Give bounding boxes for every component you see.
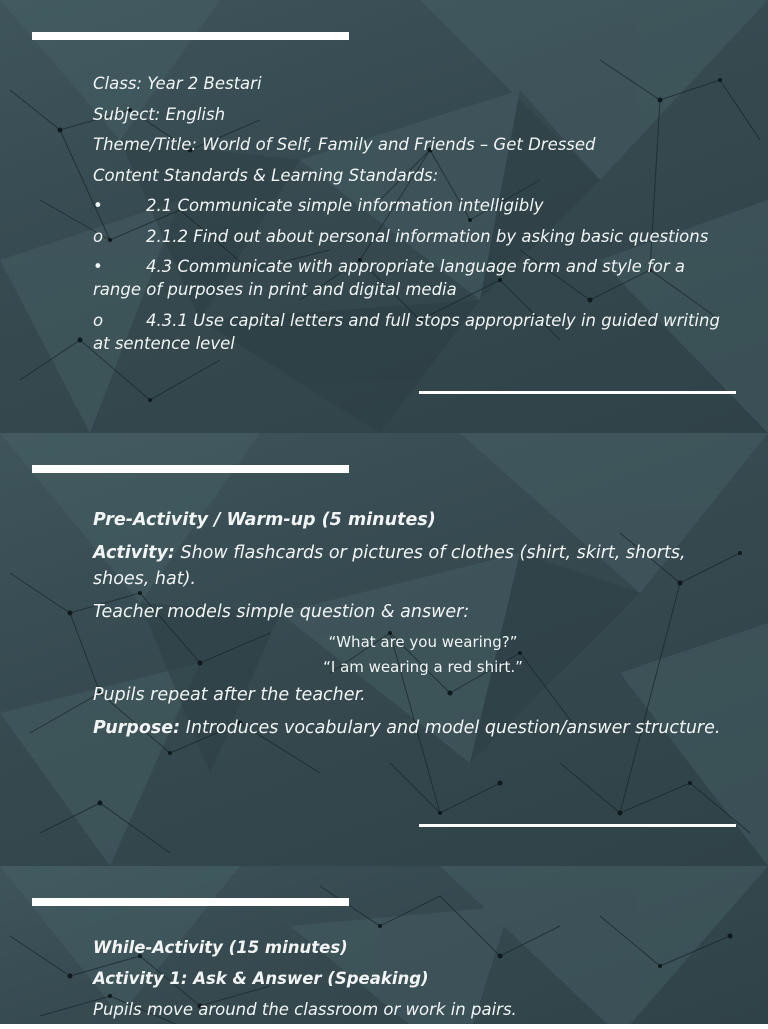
bullet-marker: o bbox=[93, 226, 104, 246]
subject-line: Subject: English bbox=[93, 104, 226, 124]
standard-item: • 2.1 Communicate simple information intelligibly bbox=[93, 196, 544, 215]
section-heading: Pre-Activity / Warm-up (5 minutes) bbox=[93, 510, 436, 530]
accent-bar-top bbox=[32, 32, 349, 40]
activity-line: Activity: Show flashcards or pictures of clothes (shirt, skirt, shorts, shoes, hat). bbox=[93, 543, 686, 589]
standards-heading: Content Standards & Learning Standards: bbox=[93, 165, 439, 185]
activity-1-heading: Activity 1: Ask & Answer (Speaking) bbox=[93, 969, 429, 988]
standard-item: • 4.3 Communicate with appropriate language form and style for a range of purposes in print and digital media bbox=[93, 257, 686, 299]
class-line: Class: Year 2 Bestari bbox=[93, 74, 262, 93]
slide-1 bbox=[0, 0, 768, 433]
accent-bar-bottom bbox=[419, 824, 736, 827]
standard-subitem: o 4.3.1 Use capital letters and full stops appropriately in guided writing at sentence level bbox=[93, 310, 720, 353]
purpose-label: Purpose: bbox=[93, 718, 181, 738]
accent-bar-top bbox=[32, 465, 349, 473]
model-question: “What are you wearing?” bbox=[328, 633, 518, 651]
section-heading: While-Activity (15 minutes) bbox=[93, 938, 348, 957]
repeat-line: Pupils repeat after the teacher. bbox=[93, 685, 366, 705]
accent-bar-top bbox=[32, 898, 349, 906]
model-answer: “I am wearing a red shirt.” bbox=[323, 658, 523, 676]
activity-1-line: Pupils move around the classroom or work in pairs. bbox=[93, 1000, 517, 1019]
bullet-marker: o bbox=[93, 310, 104, 330]
while-activity-content bbox=[93, 936, 733, 1029]
lesson-details bbox=[93, 72, 733, 362]
bullet-marker: • bbox=[93, 257, 103, 276]
accent-bar-bottom bbox=[419, 391, 736, 394]
standard-subitem: o 2.1.2 Find out about personal information by asking basic questions bbox=[93, 226, 709, 246]
theme-line: Theme/Title: World of Self, Family and Friends – Get Dressed bbox=[93, 135, 596, 154]
model-line: Teacher models simple question & answer: bbox=[93, 602, 470, 622]
warmup-content bbox=[93, 507, 733, 748]
purpose-line: Purpose: Introduces vocabulary and model question/answer structure. bbox=[93, 718, 721, 738]
activity-label: Activity: bbox=[93, 543, 175, 563]
bullet-marker: • bbox=[93, 196, 103, 215]
